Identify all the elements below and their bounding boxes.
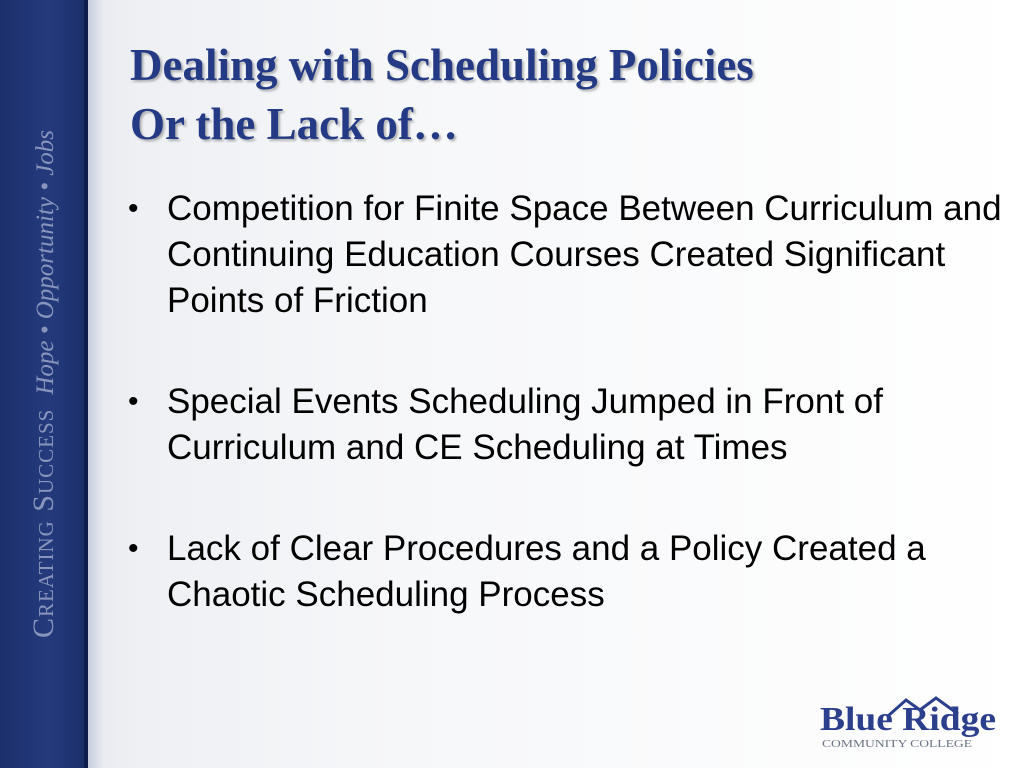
slide-title [130,36,990,154]
bullet-text: Lack of Clear Procedures and a Policy Created a Chaotic Scheduling Process [167,529,926,614]
sidebar-stripe [88,0,102,768]
bullet-text: Competition for Finite Space Between Curriculum and Continuing Education Courses Created Significant Points of Friction [167,189,1002,320]
sidebar-band [0,0,88,768]
logo-subtitle: COMMUNITY COLLEGE [822,738,973,750]
blue-ridge-logo [818,694,1002,752]
motto-tagline: Hope • Opportunity • Jobs [32,129,59,395]
sidebar-motto [27,130,61,638]
bullet-item [128,186,1008,324]
logo-name: Blue Ridge [820,701,996,738]
bullet-item [128,526,1008,618]
motto-main: Creating Success [27,408,60,639]
bullet-icon: • [128,532,139,565]
title-line-1: Dealing with Scheduling Policies [130,40,754,90]
bullet-icon: • [128,192,139,225]
bullet-item [128,379,1008,471]
bullet-icon: • [128,385,139,418]
title-line-2: Or the Lack of… [130,99,458,149]
bullet-text: Special Events Scheduling Jumped in Front of Curriculum and CE Scheduling at Times [167,382,883,467]
bullet-list [128,186,1008,673]
